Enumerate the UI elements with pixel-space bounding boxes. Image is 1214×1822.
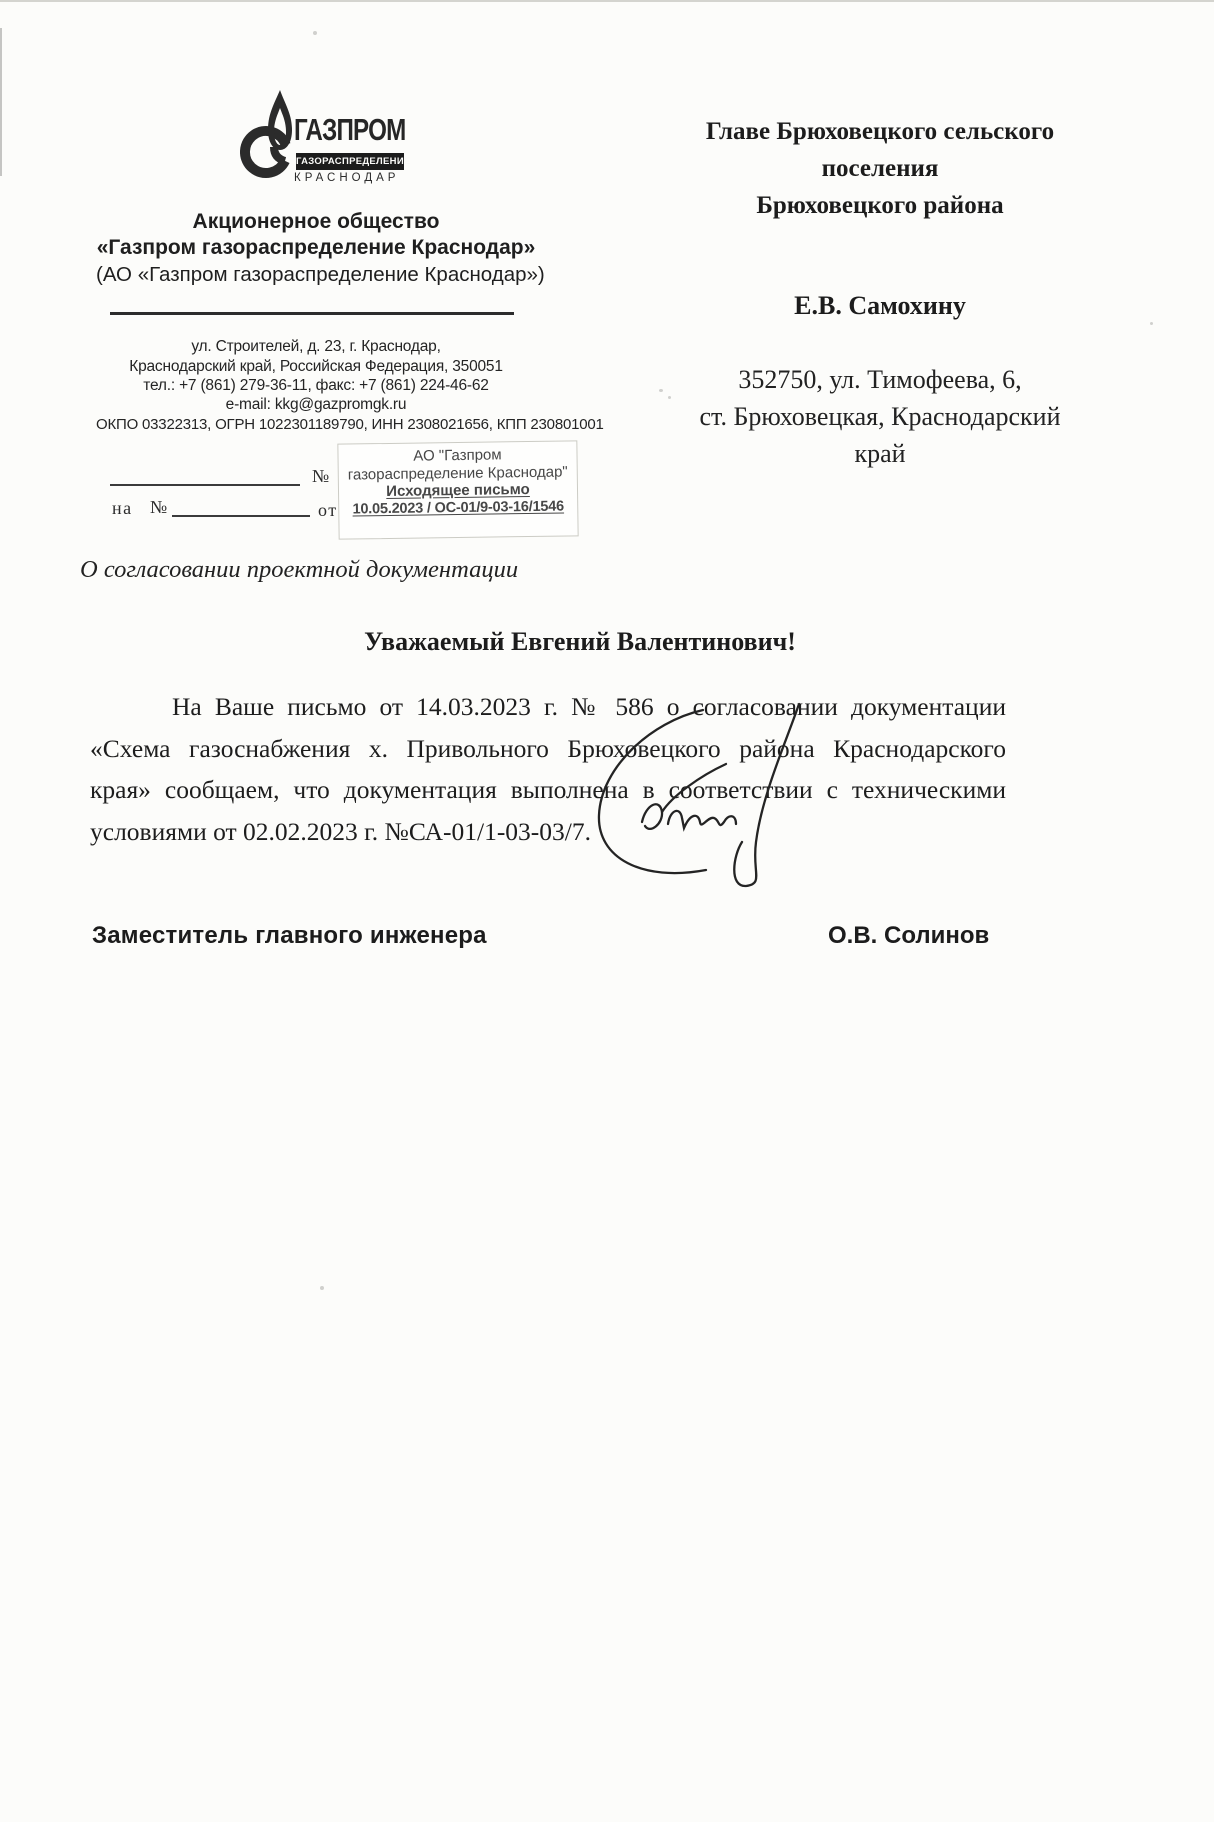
reply-number-blank — [172, 497, 310, 517]
body-line: условиями от 02.02.2023 г. №СА-01/1-03-03/7. — [90, 816, 592, 846]
stamp-type-line: Исходящее письмо — [386, 480, 530, 501]
salutation: Уважаемый Евгений Валентинович! — [364, 627, 796, 656]
reply-to-label: на — [112, 498, 133, 518]
company-line: Акционерное общество — [192, 210, 440, 233]
stamp-date-number-line: 10.05.2023 / ОС-01/9-03-16/1546 — [352, 498, 565, 517]
address-line: ОКПО 03322313, ОГРН 1022301189790, ИНН 2308021656, КПП 230801001 — [96, 416, 604, 433]
stamp-org-line: АО "Газпром — [413, 446, 502, 465]
gazprom-g-mark-icon — [245, 131, 286, 173]
company-line: «Газпром газораспределение Краснодар» — [96, 236, 536, 259]
recipient-address-line: 352750, ул. Тимофеева, 6, — [738, 365, 1022, 394]
outgoing-letter-stamp — [337, 440, 578, 539]
signer-name: О.В. Солинов — [828, 922, 990, 949]
number-sign: № — [312, 466, 331, 486]
recipient-line: поселения — [821, 155, 939, 182]
recipient-address — [655, 361, 1105, 472]
letterhead-divider — [110, 312, 514, 315]
address-line: тел.: +7 (861) 279-36-11, факс: +7 (861) 224-46-62 — [143, 377, 489, 394]
address-line: Краснодарский край, Российская Федерация, 350051 — [129, 358, 503, 375]
scan-speck — [320, 1286, 324, 1290]
address-line: e-mail: kkg@gazpromgk.ru — [225, 396, 407, 413]
subject-line: О согласовании проектной документации — [80, 556, 519, 583]
recipient-line: Главе Брюховецкого сельского — [705, 118, 1055, 145]
body-line: «Схема газоснабжения х. Привольного Брюховецкого района Краснодарского — [90, 733, 1006, 763]
scan-speck — [313, 31, 317, 35]
company-line: (АО «Газпром газораспределение Краснодар») — [96, 263, 545, 286]
from-label: от — [318, 500, 338, 520]
logo-city-text: КРАСНОДАР — [294, 172, 400, 184]
signer-title: Заместитель главного инженера — [92, 922, 487, 949]
scan-left-edge — [0, 28, 2, 176]
signature-scribble — [575, 695, 825, 895]
address-line: ул. Строителей, д. 23, г. Краснодар, — [191, 338, 441, 355]
body-line: На Ваше письмо от 14.03.2023 г. № 586 о согласовании документации — [172, 692, 1006, 721]
outgoing-number-blank — [110, 466, 300, 486]
gazprom-logo-icon — [240, 86, 296, 186]
recipient-address-line: край — [854, 439, 906, 468]
number-sign: № — [150, 497, 169, 517]
body-line: края» сообщаем, что документация выполнена в соответствии с техническими — [90, 775, 1006, 804]
logo-brand-text: ГАЗПРОМ — [294, 112, 406, 147]
letter-body — [90, 686, 1006, 852]
logo-subbrand-badge: ГАЗОРАСПРЕДЕЛЕНИЕ — [296, 153, 404, 170]
recipient-address-line: ст. Брюховецкая, Краснодарский — [699, 402, 1061, 431]
recipient-block — [655, 113, 1105, 224]
scan-speck — [1150, 322, 1153, 325]
recipient-name: Е.В. Самохину — [794, 291, 966, 320]
stamp-org-line: газораспределение Краснодар" — [347, 462, 568, 484]
recipient-line: Брюховецкого района — [756, 192, 1004, 219]
scan-top-edge — [0, 0, 1214, 2]
